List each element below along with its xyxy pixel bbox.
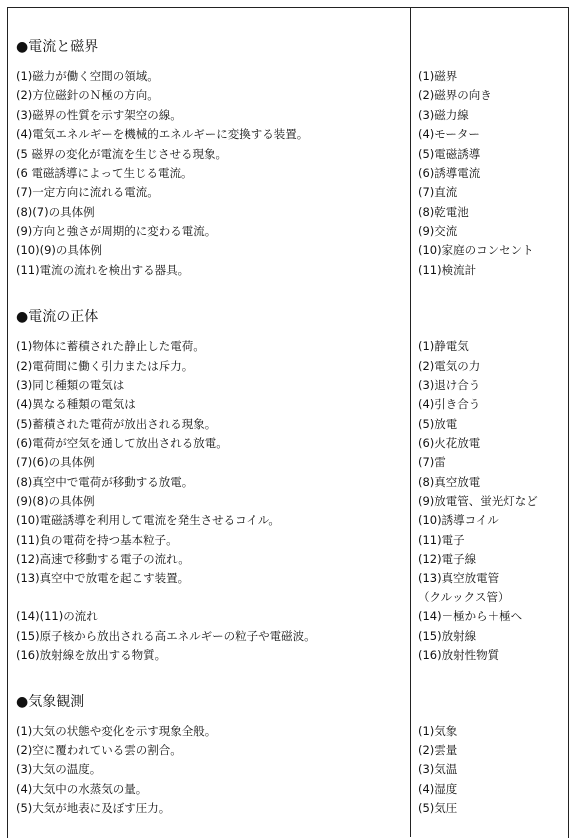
question-text: (1)物体に蓄積された静止した電荷。: [16, 339, 205, 353]
question-text: (8)真空中で電荷が移動する放電。: [16, 475, 194, 489]
question-text: (10)電磁誘導を利用して電流を発生させるコイル。: [16, 513, 280, 527]
question-text: (6)電荷が空気を通して放出される放電。: [16, 436, 228, 450]
answer-text: (15)放射線: [418, 629, 477, 643]
question-text: (10)(9)の具体例: [16, 243, 102, 257]
answer-text: (5)気圧: [418, 801, 458, 815]
question-text: (5)蓄積された電荷が放出される現象。: [16, 417, 217, 431]
answer-text: (2)電気の力: [418, 359, 481, 373]
section-title: ●気象観測: [16, 694, 85, 710]
answer-text: (7)直流: [418, 185, 458, 199]
answer-text: (12)電子線: [418, 552, 477, 566]
answer-text: (9)放電管、蛍光灯など: [418, 494, 538, 508]
question-text: (15)原子核から放出される高エネルギーの粒子や電磁波。: [16, 629, 316, 643]
answer-text: (2)雲量: [418, 743, 458, 757]
answer-text: (10)誘導コイル: [418, 513, 499, 527]
answer-text: (5)放電: [418, 417, 458, 431]
answer-text: (4)モーター: [418, 127, 480, 141]
answer-text: (1)磁界: [418, 69, 458, 83]
answer-text: (6)誘導電流: [418, 166, 481, 180]
question-text: (9)方向と強さが周期的に変わる電流。: [16, 224, 217, 238]
question-text: (2)方位磁針のＮ極の方向。: [16, 88, 159, 102]
answer-text: (3)退け合う: [418, 378, 481, 392]
answer-text: (11)電子: [418, 533, 465, 547]
question-text: (6 電磁誘導によって生じる電流。: [16, 166, 193, 180]
question-text: (3)磁界の性質を示す架空の線。: [16, 108, 182, 122]
question-text: (7)一定方向に流れる電流。: [16, 185, 159, 199]
question-text: (5 磁界の変化が電流を生じさせる現象。: [16, 147, 227, 161]
question-text: (4)電気エネルギーを機械的エネルギーに変換する装置。: [16, 127, 309, 141]
question-text: (14)(11)の流れ: [16, 609, 98, 623]
question-text: (16)放射線を放出する物質。: [16, 648, 167, 662]
answer-text: (8)乾電池: [418, 205, 469, 219]
question-text: (11)負の電荷を持つ基本粒子。: [16, 533, 178, 547]
answer-text: (10)家庭のコンセント: [418, 243, 534, 257]
answer-text: (5)電磁誘導: [418, 147, 481, 161]
answer-text: (14)－極から＋極へ: [418, 609, 523, 623]
answer-text: (8)真空放電: [418, 475, 481, 489]
answer-text: （クルックス管）: [418, 590, 510, 604]
answer-text: (4)湿度: [418, 782, 458, 796]
answer-text: (7)雷: [418, 455, 446, 469]
question-text: (12)高速で移動する電子の流れ。: [16, 552, 190, 566]
question-text: (4)異なる種類の電気は: [16, 397, 136, 411]
answer-text: (11)検流計: [418, 263, 477, 277]
answer-text: (6)火花放電: [418, 436, 481, 450]
answer-text: (4)引き合う: [418, 397, 481, 411]
section-title: ●電流と磁界: [16, 39, 99, 55]
question-text: (11)電流の流れを検出する器具。: [16, 263, 190, 277]
question-text: (9)(8)の具体例: [16, 494, 95, 508]
question-text: (3)同じ種類の電気は: [16, 378, 125, 392]
answer-text: (16)放射性物質: [418, 648, 500, 662]
column-divider: [410, 7, 411, 837]
question-text: (13)真空中で放電を起こす装置。: [16, 571, 190, 585]
answer-text: (1)気象: [418, 724, 458, 738]
question-text: (8)(7)の具体例: [16, 205, 95, 219]
section-title: ●電流の正体: [16, 309, 99, 325]
answer-text: (2)磁界の向き: [418, 88, 492, 102]
question-text: (1)大気の状態や変化を示す現象全般。: [16, 724, 217, 738]
question-text: (4)大気中の水蒸気の量。: [16, 782, 148, 796]
question-text: (5)大気が地表に及ぼす圧力。: [16, 801, 171, 815]
answer-text: (9)交流: [418, 224, 458, 238]
question-text: (3)大気の温度。: [16, 762, 102, 776]
answer-text: (13)真空放電管: [418, 571, 500, 585]
question-text: (1)磁力が働く空間の領域。: [16, 69, 159, 83]
answer-text: (1)静電気: [418, 339, 469, 353]
question-text: (2)電荷間に働く引力または斥力。: [16, 359, 194, 373]
answer-text: (3)気温: [418, 762, 458, 776]
question-text: (2)空に覆われている雲の割合。: [16, 743, 182, 757]
question-text: (7)(6)の具体例: [16, 455, 95, 469]
answer-text: (3)磁力線: [418, 108, 469, 122]
